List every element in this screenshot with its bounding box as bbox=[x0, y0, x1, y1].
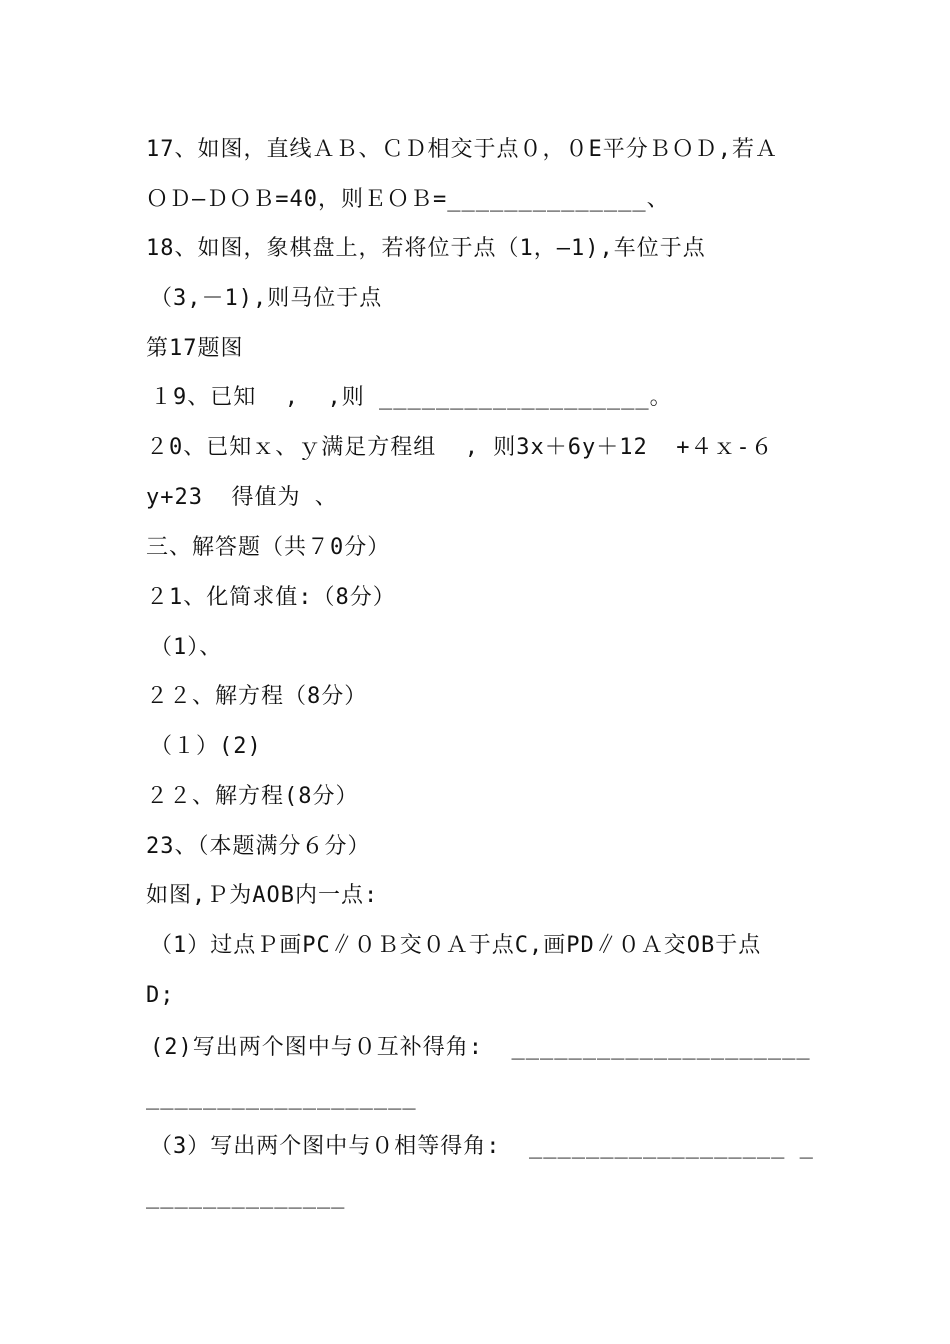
q17-line-2: ＯＤ—ＤＯＢ=40，则ＥＯＢ=______________、 bbox=[146, 187, 670, 212]
section-three-heading: 三、解答题（共７0分） bbox=[146, 535, 391, 560]
q20-line-1: ２0、已知ｘ、ｙ满足方程组 , 则3x＋6y＋12 +４ｘ-６ bbox=[146, 435, 774, 460]
q20-line-2: y+23 得值为 、 bbox=[146, 485, 338, 510]
q23-part-1-line-1: （1）过点Ｐ画PC∥０Ｂ交０Ａ于点C,画PD∥０Ａ交OB于点 bbox=[150, 933, 762, 958]
q22-heading-repeat: ２２、解方程(8分） bbox=[146, 784, 359, 809]
q23-part-1-line-2: D; bbox=[146, 983, 175, 1008]
q23-part-2-line-2: ___________________ bbox=[146, 1085, 417, 1110]
q17-line-1: 17、如图，直线ＡＢ、ＣＤ相交于点０，０E平分ＢＯＤ,若Ａ bbox=[146, 137, 778, 162]
q22-heading: ２２、解方程（8分） bbox=[146, 684, 368, 709]
q18-line-1: 18、如图，象棋盘上，若将位于点（1，—1),车位于点 bbox=[146, 236, 706, 261]
q23-part-3-line-2: ______________ bbox=[146, 1184, 346, 1209]
q21-part-1: （1）、 bbox=[150, 635, 223, 660]
q18-line-2: （3,－1),则马位于点 bbox=[150, 286, 383, 311]
q23-intro: 如图,Ｐ为AOB内一点: bbox=[146, 883, 379, 908]
q22-parts: （１）(2) bbox=[150, 734, 262, 759]
q19-line: １9、已知 , ,则 ___________________。 bbox=[150, 385, 673, 410]
q23-heading: 23、（本题满分６分） bbox=[146, 834, 371, 859]
q21-heading: ２1、化简求值:（8分） bbox=[146, 585, 396, 610]
q23-part-3-line-1: （3）写出两个图中与０相等得角: __________________ _ bbox=[150, 1134, 814, 1159]
figure-caption-17: 第17题图 bbox=[146, 336, 244, 361]
q23-part-2-line-1: (2)写出两个图中与０互补得角: _____________________ bbox=[150, 1035, 811, 1060]
